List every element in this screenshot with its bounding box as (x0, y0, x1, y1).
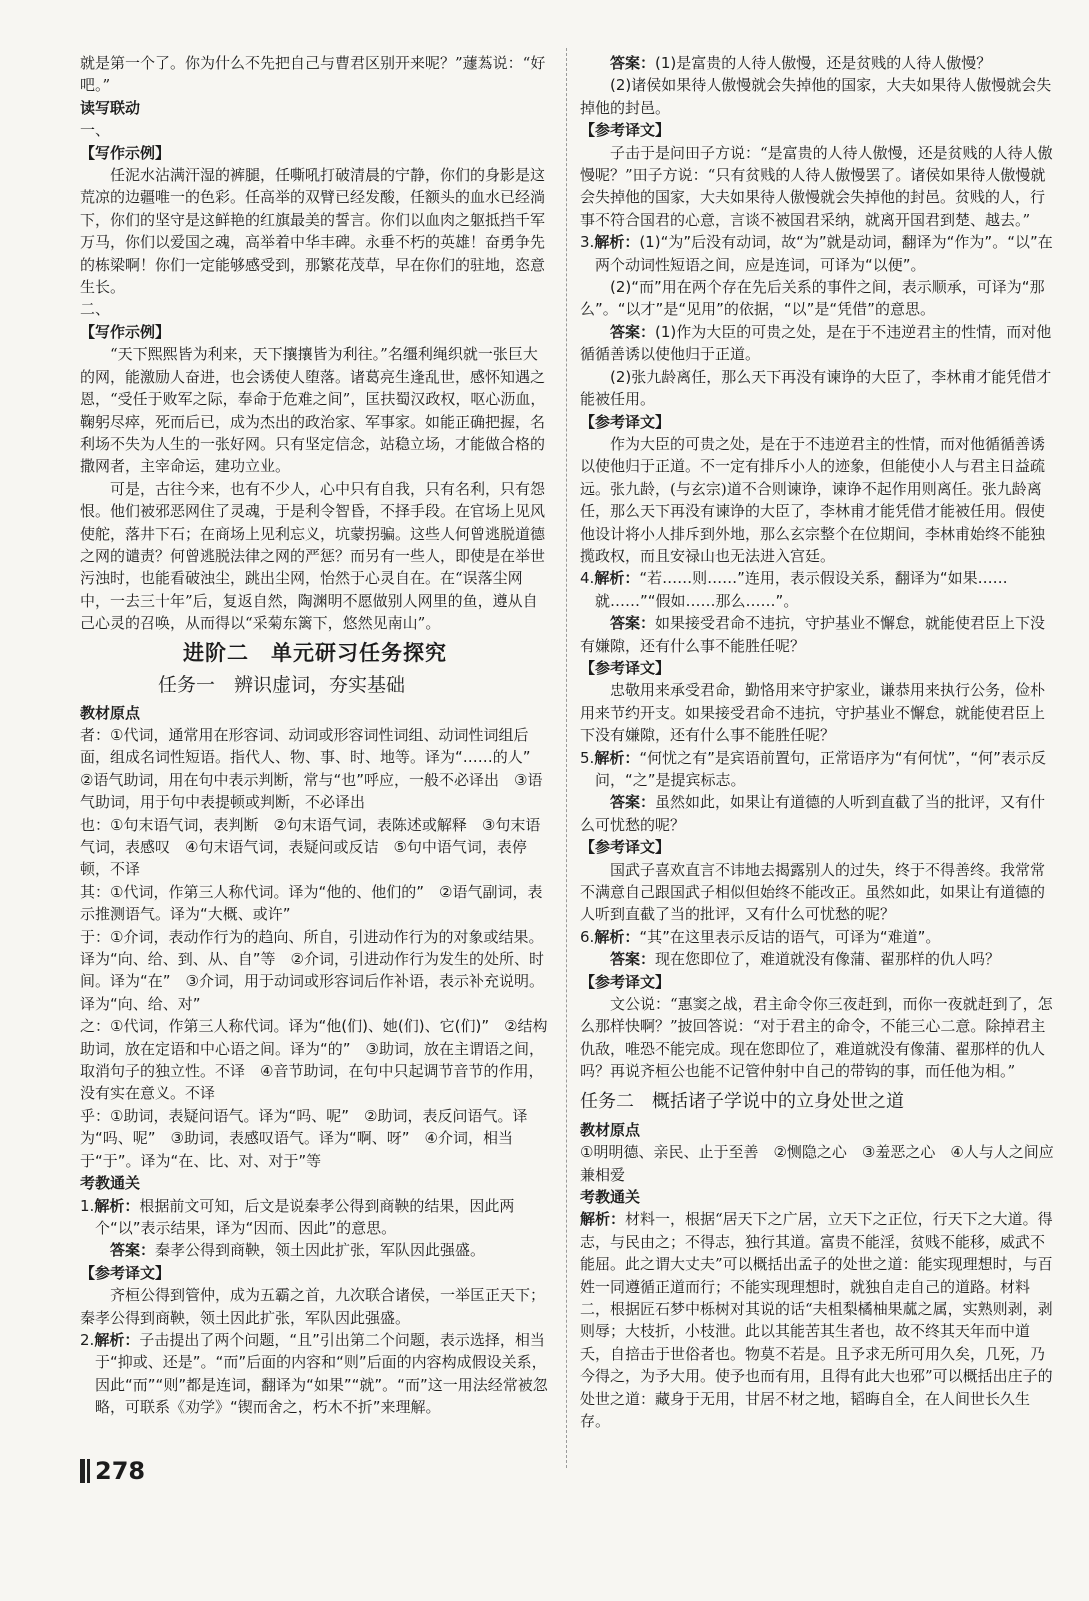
reading-writing-heading: 读写联动 (80, 98, 141, 117)
question-2-analysis: 2.解析：子击提出了两个问题，“且”引出第二个问题，表示选择，相当于“抑或、还是”。“而”后面的内容和“则”后面的内容构成假设关系，因此“而”“则”都是连词，翻译为“如果”“就”。“而”这一用法经常被忽略，可联系《劝学》“锲而舍之，朽木不折”来理解。 (80, 1330, 548, 1417)
reference-translation-tag: 【参考译文】 (580, 121, 671, 140)
entry-ye: 也：①句末语气词，表判断 ②句末语气词，表陈述或解释 ③句末语气词，表感叹 ④句末语气词，表疑问或反诘 ⑤句中语气词，表停顿，不译 (80, 815, 541, 879)
question-2-translation: 子击于是问田子方说：“是富贵的人待人傲慢，还是贫贱的人待人傲慢呢？”田子方说：“只有贫贱的人待人傲慢罢了。诸侯如果待人傲慢就会失掉他的国家，大夫如果待人傲慢就会失掉他的封邑。贫贱的人，行事不符合国君的心意，言谈不被国君采纳，就离开国君到楚、越去。” (580, 143, 1053, 229)
page-number (80, 1458, 145, 1484)
reference-translation-tag: 【参考译文】 (580, 412, 671, 431)
question-6-translation: 文公说：“惠窦之战，君主命令你三夜赶到，而你一夜就赶到了，怎么那样快啊？”披回答说：“对于君主的命令，不能三心二意。除掉君主仇敌，唯恐不能完成。现在您即位了，难道就没有像蒲、翟那样的仇人吗？再说齐桓公也能不记管仲射中自己的带钩的事，而任他为相。” (580, 995, 1053, 1081)
exam-heading: 考教通关 (80, 1174, 141, 1193)
question-5-answer: 答案：虽然如此，如果让有道德的人听到直截了当的批评，又有什么可忧愁的呢？ (580, 793, 1046, 834)
task-two-analysis: 解析：材料一，根据“居天下之广居，立天下之正位，行天下之大道。得志，与民由之；不得志，独行其道。富贵不能淫，贫贱不能移，威武不能屈。此之谓大丈夫”可以概括出孟子的处世之道：能实现理想时，与百姓一同遵循正道而行；不能实现理想时，就独自走自己的道路。材料二，根据匠石梦中栎树对其说的话“夫柤梨橘柚果蓏之属，实熟则剥，剥则辱；大枝折，小枝泄。此以其能苦其生者也，故不终其天年而中道夭，自掊击于世俗者也。物莫不若是。且予求无所可用久矣，几死，乃今得之，为予大用。使予也而有用，且得有此大也邪”可以概括出庄子的处世之道：藏身于无用，甘居不材之地，韬晦自全，在人间世长久生存。 (580, 1210, 1053, 1430)
question-4-answer: 答案：如果接受君命不违抗，守护基业不懈怠，就能使君臣上下没有嫌隙，还有什么事不能胜任呢？ (580, 614, 1046, 655)
question-2-answer-1: 答案：(1)是富贵的人待人傲慢，还是贫贱的人待人傲慢？ (610, 54, 992, 72)
question-6-analysis: 6.解析：“其”在这里表示反诘的语气，可译为“难道”。 (580, 927, 941, 946)
question-3-analysis: 3.解析：(1)“为”后没有动词，故“为”就是动词，翻译为“作为”。“以”在两个动词性短语之间，应是连词，可译为“以便”。 (580, 233, 1053, 274)
section-two-label: 二、 (80, 300, 111, 319)
task-one-title: 任务一 辨识虚词，夯实基础 (158, 673, 406, 696)
entry-zhe: 者：①代词，通常用在形容词、动词或形容词性词组、动词性词组后面，组成名词性短语。指代人、物、事、时、地等。译为“……的人” ②语气助词，用在句中表示判断，常与“也”呼应，一般不必译出 ③语气助词，用于句中表提顿或判断，不必译出 (80, 725, 546, 812)
column-divider (566, 48, 567, 1468)
page-number-bar-icon (87, 1459, 90, 1483)
textbook-origin-text: ①明明德、亲民、止于至善 ②恻隐之心 ③羞恶之心 ④人与人之间应兼相爱 (580, 1143, 1054, 1184)
question-1-translation: 齐桓公得到管仲，成为五霸之首，九次联合诸侯，一举匡正天下；秦孝公得到商鞅，领土因此扩张，军队因此强盛。 (80, 1286, 546, 1327)
question-2-answer-2: (2)诸侯如果待人傲慢就会失掉他的国家，大夫如果待人傲慢就会失掉他的封邑。 (580, 76, 1052, 117)
question-3-translation: 作为大臣的可贵之处，是在于不违逆君主的性情，而对他循循善诱以使他归于正道。不一定有排斥小人的迹象，但能使小人与君主日益疏远。张九龄，(与玄宗)道不合则谏诤，谏诤不起作用则离任。张九龄离任，那么天下再没有谏诤的大臣了，李林甫才能凭借才能被任用。假使他设计将小人排斥到外地，那么玄宗整个在位期间，李林甫始终不能独揽政权，而且安禄山也无法进入宫廷。 (580, 434, 1046, 565)
left-column (80, 52, 550, 1419)
right-column (580, 52, 1056, 1432)
entry-zhi: 之：①代词，作第三人称代词。译为“他(们)、她(们)、它(们)” ②结构助词，放在定语和中心语之间。译为“的” ③助词，放在主谓语之间，取消句子的独立性。不译 ④音节助词，在句中只起调节音节的作用，没有实在意义。不译 (80, 1017, 548, 1103)
writing-example-tag-2: 【写作示例】 (80, 322, 171, 341)
question-4-analysis: 4.解析：“若……则……”连用，表示假设关系，翻译为“如果……就……”“假如……那么……”。 (580, 569, 1008, 610)
advanced-section-title: 进阶二 单元研习任务探究 (183, 640, 447, 665)
question-1-analysis: 1.解析：根据前文可知，后文是说秦孝公得到商鞅的结果，因此两个“以”表示结果，译为“因而、因此”的意思。 (80, 1196, 515, 1237)
reference-translation-tag: 【参考译文】 (80, 1263, 171, 1282)
reference-translation-tag: 【参考译文】 (580, 972, 671, 991)
question-1-answer: 答案：秦孝公得到商鞅，领土因此扩张，军队因此强盛。 (110, 1241, 486, 1260)
writing-example-2b: 可是，古往今来，也有不少人，心中只有自我，只有名利，只有怨恨。他们被邪恶网住了灵魂，于是利令智昏，不择手段。在官场上见风使舵，落井下石；在商场上见利忘义，坑蒙拐骗。这些人何曾逃脱道德之网的谴责？何曾逃脱法律之网的严惩？而另有一些人，即使是在举世污浊时，也能看破浊尘，跳出尘网，怡然于心灵自在。在“误落尘网中，一去三十年”后，复返自然，陶渊明不愿做别人网里的鱼，遵从自己心灵的召唤，从而得以“采菊东篱下，悠然见南山”。 (80, 479, 546, 633)
writing-example-tag-1: 【写作示例】 (80, 143, 171, 162)
writing-example-1: 任泥水沾满汗湿的裤腿，任嘶吼打破清晨的宁静，你们的身影是这荒凉的边疆唯一的色彩。任高举的双臂已经发酸，任额头的血水已经淌下，你们的坚守是这鲜艳的红旗最美的誓言。你们以血肉之躯抵挡千军万马，你们以爱国之魂，高举着中华丰碑。永垂不朽的英雄！奋勇争先的栋梁啊！你们一定能够感受到，那繁花茂草，早在你们的驻地，恣意生长。 (80, 166, 546, 297)
writing-example-2a: “天下熙熙皆为利来，天下攘攘皆为利往。”名缰利绳织就一张巨大的网，能激励人奋进，也会诱使人堕落。诸葛亮生逢乱世，感怀知遇之恩，“受任于败军之际，奉命于危难之间”，匡扶蜀汉政权，呕心沥血，鞠躬尽瘁，死而后已，成为杰出的政治家、军事家。如能正确把握，名利场不失为人生的一张好网。只有坚定信念，站稳立场，才能做合格的撒网者，主宰命运，建功立业。 (80, 345, 546, 476)
entry-yu: 于：①介词，表动作行为的趋向、所自，引进动作行为的对象或结果。译为“向、给、到、从、自”等 ②介词，引进动作行为发生的处所、时间。译为“在” ③介词，用于动词或形容词后作补语，表示补充说明。译为“向、给、对” (80, 927, 544, 1013)
intro-paragraph: 就是第一个了。你为什么不先把自己与曹君区别开来呢？”蘧蒍说：“好吧。” (80, 54, 546, 95)
section-one-label: 一、 (80, 121, 111, 140)
reference-translation-tag: 【参考译文】 (580, 838, 671, 857)
question-4-translation: 忠敬用来承受君命，勤恪用来守护家业，谦恭用来执行公务，俭朴用来节约开支。如果接受君命不违抗，守护基业不懈怠，就能使君臣上下没有嫌隙，还有什么事不能胜任呢？ (580, 681, 1046, 745)
question-3-answer-2: (2)张九龄离任，那么天下再没有谏诤的大臣了，李林甫才能凭借才能被任用。 (580, 367, 1052, 409)
question-5-translation: 国武子喜欢直言不讳地去揭露别人的过失，终于不得善终。我常常不满意自己跟国武子相似但始终不能改正。虽然如此，如果让有道德的人听到直截了当的批评，又有什么可忧愁的呢？ (580, 860, 1046, 924)
page-number-bar-icon (80, 1459, 85, 1483)
textbook-origin-heading: 教材原点 (580, 1120, 641, 1139)
question-3-analysis-2: (2)“而”用在两个存在先后关系的事件之间，表示顺承，可译为“那么”。“以才”是“见用”的依据，“以”是“凭借”的意思。 (580, 278, 1045, 319)
task-two-title: 任务二 概括诸子学说中的立身处世之道 (580, 1090, 904, 1112)
page-number-text: 278 (95, 1457, 146, 1485)
question-3-answer-1: 答案：(1)作为大臣的可贵之处，是在于不违逆君主的性情，而对他循循善诱以使他归于正道。 (580, 322, 1052, 364)
question-6-answer: 答案：现在您即位了，难道就没有像蒲、翟那样的仇人吗？ (610, 950, 1001, 969)
entry-qi: 其：①代词，作第三人称代词。译为“他的、他们的” ②语气副词，表示推测语气。译为“大概、或许” (80, 882, 543, 924)
exam-heading: 考教通关 (580, 1187, 641, 1206)
reference-translation-tag: 【参考译文】 (580, 658, 671, 677)
textbook-origin-heading: 教材原点 (80, 703, 141, 722)
question-5-analysis: 5.解析：“何忧之有”是宾语前置句，正常语序为“有何忧”，“何”表示反问，“之”是提宾标志。 (580, 748, 1046, 789)
entry-hu: 乎：①助词，表疑问语气。译为“吗、呢” ②助词，表反问语气。译为“吗、呢” ③助词，表感叹语气。译为“啊、呀” ④介词，相当于“于”。译为“在、比、对、对于”等 (80, 1106, 528, 1170)
